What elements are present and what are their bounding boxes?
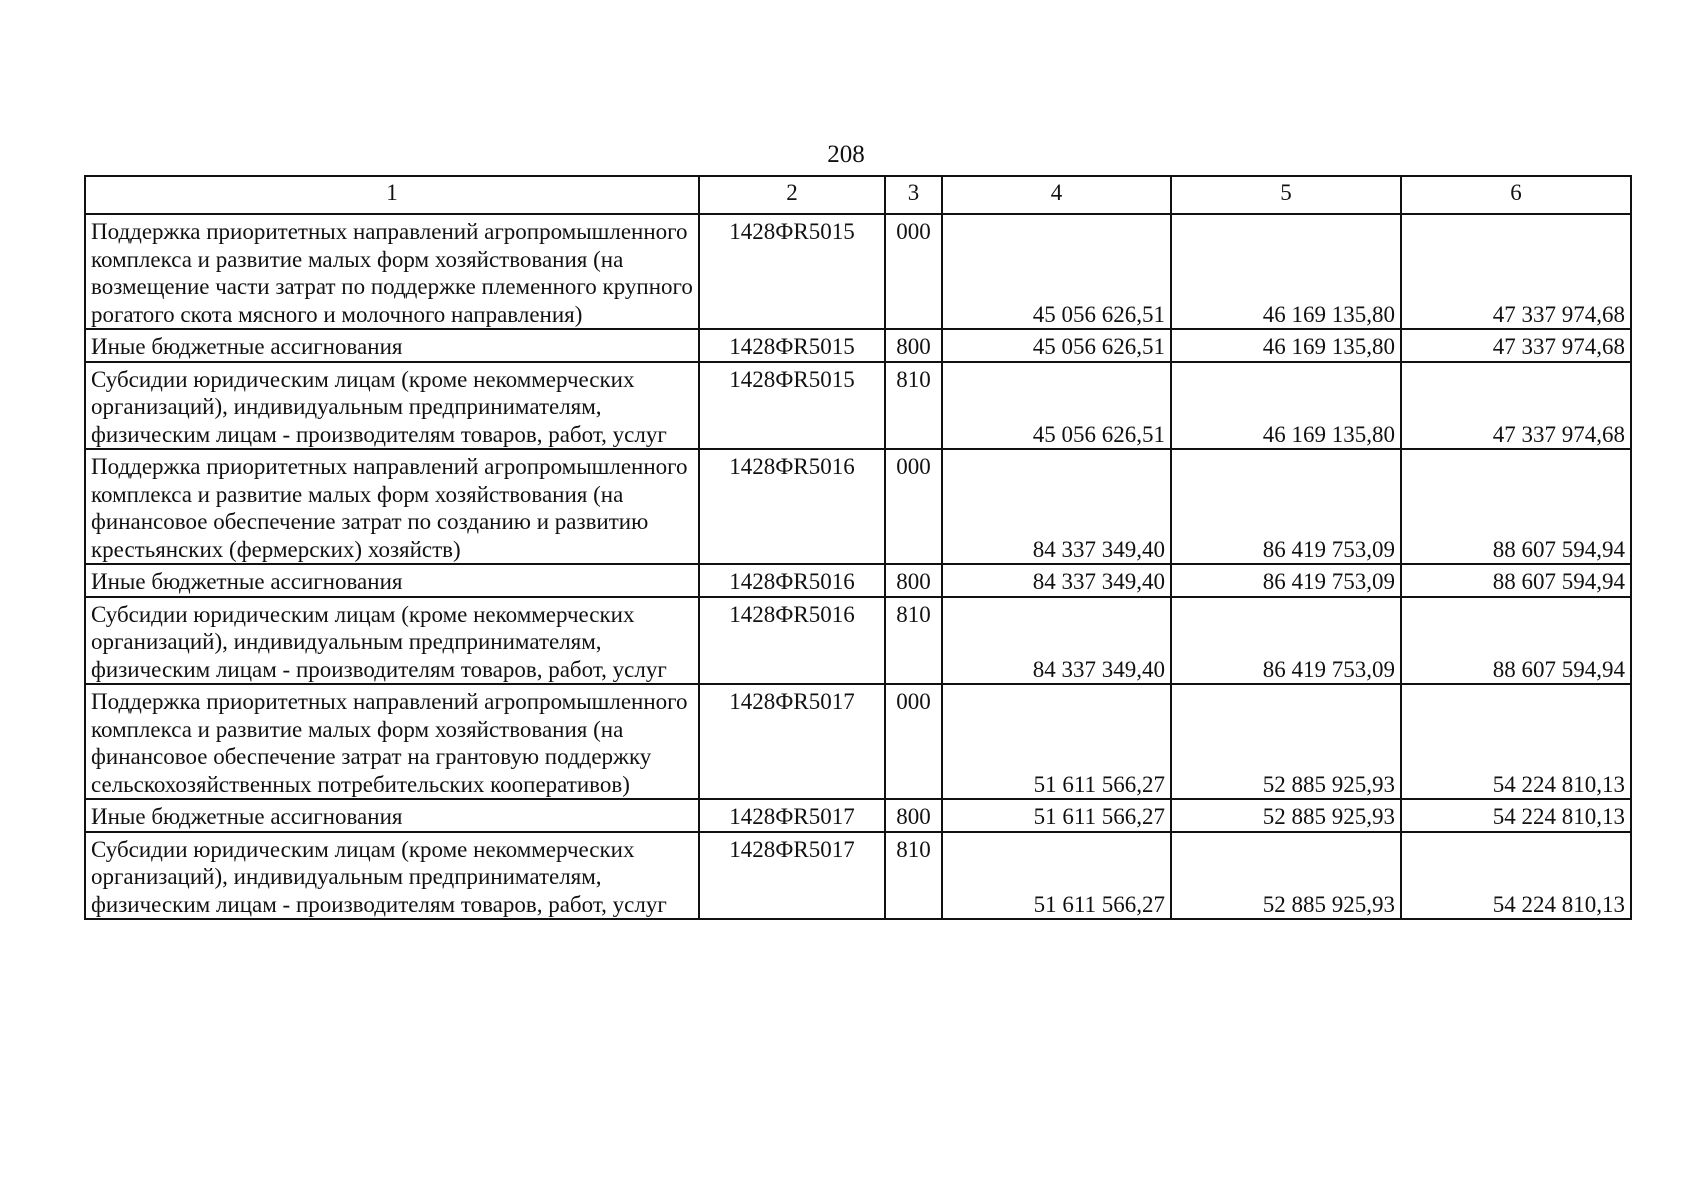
item-name: Поддержка приоритетных направлений агропромышленного комплекса и развитие малых форм хозяйствования (на финансовое обеспечение затрат на грантовую поддержку сельскохозяйственных потребительских кооперативов) bbox=[85, 684, 699, 799]
expense-type-code: 800 bbox=[885, 329, 942, 362]
item-name: Поддержка приоритетных направлений агропромышленного комплекса и развитие малых форм хозяйствования (на финансовое обеспечение затрат по созданию и развитию крестьянских (фермерских) хозяйств) bbox=[85, 449, 699, 564]
amount-year-3: 47 337 974,68 bbox=[1401, 214, 1631, 329]
target-article-code: 1428ФR5015 bbox=[699, 329, 885, 362]
amount-year-2: 46 169 135,80 bbox=[1171, 214, 1401, 329]
column-header-2: 2 bbox=[699, 176, 885, 214]
table-row bbox=[85, 799, 1631, 832]
expense-type-code: 000 bbox=[885, 684, 942, 799]
target-article-code: 1428ФR5016 bbox=[699, 597, 885, 685]
target-article-code: 1428ФR5015 bbox=[699, 362, 885, 450]
table-row bbox=[85, 597, 1631, 685]
amount-year-2: 46 169 135,80 bbox=[1171, 362, 1401, 450]
column-header-6: 6 bbox=[1401, 176, 1631, 214]
expense-type-code: 800 bbox=[885, 799, 942, 832]
amount-year-3: 54 224 810,13 bbox=[1401, 684, 1631, 799]
target-article-code: 1428ФR5016 bbox=[699, 449, 885, 564]
column-number-row bbox=[85, 176, 1631, 214]
table-row bbox=[85, 329, 1631, 362]
table-row bbox=[85, 684, 1631, 799]
expense-type-code: 800 bbox=[885, 564, 942, 597]
amount-year-1: 45 056 626,51 bbox=[942, 214, 1171, 329]
amount-year-3: 88 607 594,94 bbox=[1401, 449, 1631, 564]
amount-year-3: 54 224 810,13 bbox=[1401, 832, 1631, 920]
amount-year-1: 51 611 566,27 bbox=[942, 799, 1171, 832]
expense-type-code: 810 bbox=[885, 597, 942, 685]
amount-year-1: 51 611 566,27 bbox=[942, 832, 1171, 920]
expense-type-code: 000 bbox=[885, 449, 942, 564]
expense-type-code: 810 bbox=[885, 362, 942, 450]
amount-year-2: 86 419 753,09 bbox=[1171, 564, 1401, 597]
amount-year-3: 88 607 594,94 bbox=[1401, 597, 1631, 685]
column-header-1: 1 bbox=[85, 176, 699, 214]
amount-year-2: 86 419 753,09 bbox=[1171, 449, 1401, 564]
amount-year-1: 51 611 566,27 bbox=[942, 684, 1171, 799]
item-name: Поддержка приоритетных направлений агропромышленного комплекса и развитие малых форм хозяйствования (на возмещение части затрат по поддержке племенного крупного рогатого скота мясного и молочного направления) bbox=[85, 214, 699, 329]
table-row bbox=[85, 449, 1631, 564]
item-name: Субсидии юридическим лицам (кроме некоммерческих организаций), индивидуальным предпринимателям, физическим лицам - производителям товаров, работ, услуг bbox=[85, 832, 699, 920]
amount-year-2: 52 885 925,93 bbox=[1171, 832, 1401, 920]
table-row bbox=[85, 564, 1631, 597]
target-article-code: 1428ФR5017 bbox=[699, 684, 885, 799]
amount-year-2: 52 885 925,93 bbox=[1171, 799, 1401, 832]
column-header-3: 3 bbox=[885, 176, 942, 214]
amount-year-1: 84 337 349,40 bbox=[942, 597, 1171, 685]
amount-year-3: 47 337 974,68 bbox=[1401, 329, 1631, 362]
target-article-code: 1428ФR5016 bbox=[699, 564, 885, 597]
amount-year-1: 45 056 626,51 bbox=[942, 362, 1171, 450]
budget-table bbox=[84, 175, 1632, 920]
item-name: Субсидии юридическим лицам (кроме некоммерческих организаций), индивидуальным предпринимателям, физическим лицам - производителям товаров, работ, услуг bbox=[85, 362, 699, 450]
amount-year-2: 86 419 753,09 bbox=[1171, 597, 1401, 685]
page-number: 208 bbox=[827, 141, 865, 168]
amount-year-3: 54 224 810,13 bbox=[1401, 799, 1631, 832]
item-name: Иные бюджетные ассигнования bbox=[85, 329, 699, 362]
expense-type-code: 000 bbox=[885, 214, 942, 329]
amount-year-2: 46 169 135,80 bbox=[1171, 329, 1401, 362]
amount-year-1: 45 056 626,51 bbox=[942, 329, 1171, 362]
target-article-code: 1428ФR5017 bbox=[699, 832, 885, 920]
amount-year-3: 47 337 974,68 bbox=[1401, 362, 1631, 450]
amount-year-3: 88 607 594,94 bbox=[1401, 564, 1631, 597]
item-name: Иные бюджетные ассигнования bbox=[85, 799, 699, 832]
table-row bbox=[85, 362, 1631, 450]
table-row bbox=[85, 832, 1631, 920]
target-article-code: 1428ФR5015 bbox=[699, 214, 885, 329]
amount-year-1: 84 337 349,40 bbox=[942, 449, 1171, 564]
amount-year-2: 52 885 925,93 bbox=[1171, 684, 1401, 799]
column-header-4: 4 bbox=[942, 176, 1171, 214]
table-row bbox=[85, 214, 1631, 329]
item-name: Субсидии юридическим лицам (кроме некоммерческих организаций), индивидуальным предпринимателям, физическим лицам - производителям товаров, работ, услуг bbox=[85, 597, 699, 685]
amount-year-1: 84 337 349,40 bbox=[942, 564, 1171, 597]
expense-type-code: 810 bbox=[885, 832, 942, 920]
column-header-5: 5 bbox=[1171, 176, 1401, 214]
item-name: Иные бюджетные ассигнования bbox=[85, 564, 699, 597]
target-article-code: 1428ФR5017 bbox=[699, 799, 885, 832]
